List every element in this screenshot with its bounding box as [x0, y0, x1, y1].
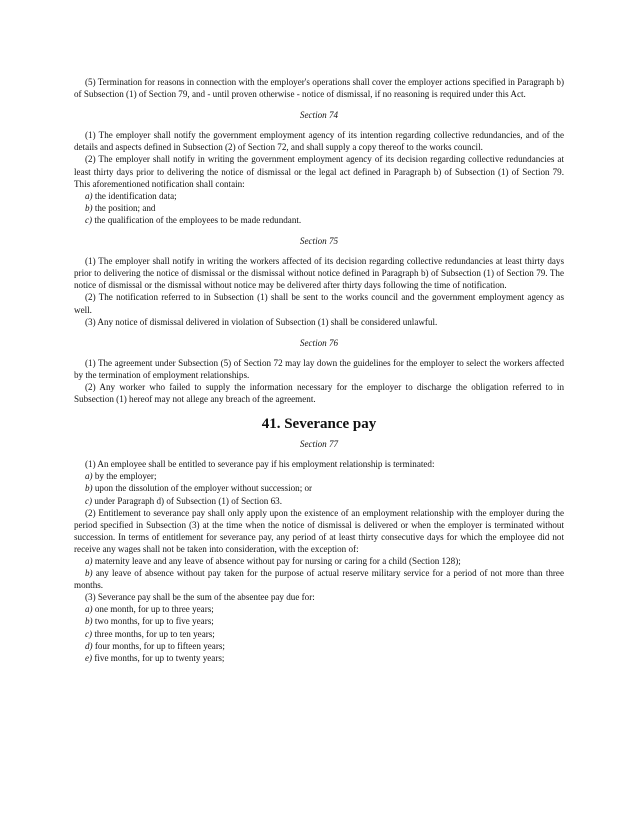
list-item: b) two months, for up to five years; — [85, 616, 214, 627]
list-item: c) three months, for up to ten years; — [85, 628, 215, 639]
s77-paragraph-2: (2) Entitlement to severance pay shall only apply upon the existence of an employment relationship with the employer during the period specified in Subsection (3) at the time when the notice of dismissal is delivered or when the employer is terminated without succession. In terms of entitlement for severance pay, any period of at least thirty consecutive days for which the employee did not receive any wages shall not be taken into consideration, with the exception of: — [74, 507, 564, 554]
section-75-heading: Section 75 — [299, 236, 339, 247]
s75-paragraph-3: (3) Any notice of dismissal delivered in violation of Subsection (1) shall be considered unlawful. — [85, 316, 438, 327]
list-item: b) upon the dissolution of the employer without succession; or — [85, 483, 313, 494]
section-77-heading: Section 77 — [299, 439, 339, 450]
s77-paragraph-3: (3) Severance pay shall be the sum of the absentee pay due for: — [85, 592, 315, 603]
section-74-heading: Section 74 — [299, 110, 339, 121]
s75-paragraph-2: (2) The notification referred to in Subsection (1) shall be sent to the works council and the government employment agency as well. — [74, 292, 564, 315]
list-item: c) the qualification of the employees to be made redundant. — [85, 214, 302, 225]
s74-paragraph-2: (2) The employer shall notify in writing the government employment agency of its decision regarding collective redundancies at least thirty days prior to delivering the notice of dismissal or the legal act defined in Paragraph b) of Subsection (1) of Section 79. This aforementioned notification shall contain: — [74, 154, 564, 189]
list-item: a) by the employer; — [85, 471, 157, 482]
s73-paragraph-5: (5) Termination for reasons in connection with the employer's operations shall cover the employer actions specified in Paragraph b) of Subsection (1) of Section 79, and - until proven otherwise - notice of dismissal, if no reasoning is required under this Act. — [74, 77, 564, 100]
list-item: c) under Paragraph d) of Subsection (1) of Section 63. — [85, 495, 282, 506]
list-item: d) four months, for up to fifteen years; — [85, 640, 225, 651]
page-body — [74, 76, 564, 664]
s75-paragraph-1: (1) The employer shall notify in writing the workers affected of its decision regarding collective redundancies at least thirty days prior to delivering the notice of dismissal or the dismissal without notice defined in Paragraph b) of Subsection (1) of Section 79. The notice of dismissal or the dismissal without notice may be delivered after thirty days following the time of notification. — [74, 256, 564, 291]
list-item: a) the identification data; — [85, 190, 177, 201]
chapter-title: 41. Severance pay — [261, 416, 377, 433]
list-item: a) maternity leave and any leave of absence without pay for nursing or caring for a child (Section 128); — [85, 556, 461, 566]
list-item: b) any leave of absence without pay taken for the purpose of actual reserve military service for a period of not more than three months. — [74, 568, 565, 591]
list-item: a) one month, for up to three years; — [85, 604, 214, 615]
s77-paragraph-1: (1) An employee shall be entitled to severance pay if his employment relationship is terminated: — [85, 459, 435, 470]
s76-paragraph-1: (1) The agreement under Subsection (5) of Section 72 may lay down the guidelines for the employer to select the workers affected by the termination of employment relationships. — [74, 357, 564, 380]
s76-paragraph-2: (2) Any worker who failed to supply the information necessary for the employer to discharge the obligation referred to in Subsection (1) hereof may not allege any breach of the agreement. — [74, 381, 564, 405]
s74-paragraph-1: (1) The employer shall notify the government employment agency of its intention regarding collective redundancies, and of the details and aspects defined in Subsection (2) of Section 72, and shall supply a copy thereof to the works council. — [74, 130, 564, 153]
section-76-heading: Section 76 — [299, 337, 339, 348]
list-item: b) the position; and — [85, 202, 156, 213]
list-item: e) five months, for up to twenty years; — [85, 652, 225, 663]
